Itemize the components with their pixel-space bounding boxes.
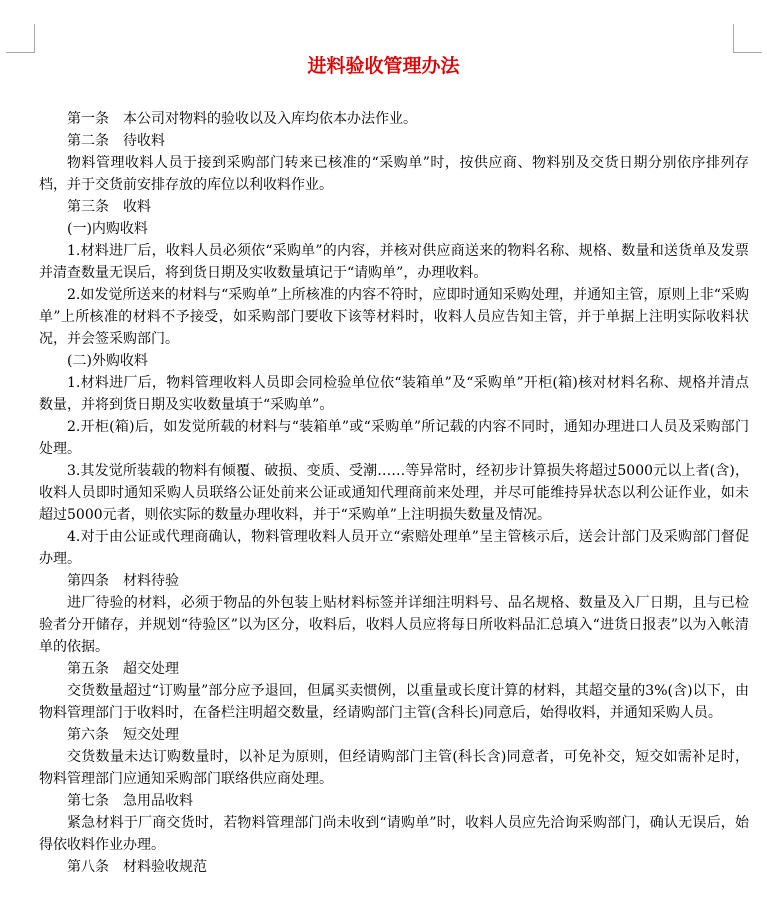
foreign-receiving-item-2: 2.开柜(箱)后，如发觉所载的材料与“装箱单”或“采购单”所记载的内容不同时，通知办理进口人员及采购部门处理。 <box>39 419 749 457</box>
document-title: 进料验收管理办法 <box>307 55 460 77</box>
foreign-receiving-heading: (二)外购收料 <box>67 353 148 369</box>
article-8-heading: 第八条 材料验收规范 <box>67 859 207 875</box>
article-1: 第一条 本公司对物料的验收以及入库均依本办法作业。 <box>67 111 417 127</box>
foreign-receiving-item-1: 1.材料进厂后，物料管理收料人员即会同检验单位依“装箱单”及“采购单”开柜(箱)核对材料名称、规格并清点数量，并将到货日期及实收数量填于“采购单”。 <box>39 375 749 413</box>
page-corner-mark-top-right <box>733 24 762 53</box>
foreign-receiving-item-4: 4.对于由公证或代理商确认，物料管理收料人员开立“索赔处理单”呈主管核示后，送会计部门及采购部门督促办理。 <box>39 529 749 567</box>
document-body <box>39 108 749 878</box>
article-7-heading: 第七条 急用品收料 <box>67 793 193 809</box>
article-7-text: 紧急材料于厂商交货时，若物料管理部门尚未收到“请购单”时，收料人员应先洽询采购部门，确认无误后，始得依收料作业办理。 <box>39 815 749 853</box>
domestic-receiving-item-1: 1.材料进厂后，收料人员必须依“采购单”的内容，并核对供应商送来的物料名称、规格、数量和送货单及发票并清查数量无误后，将到货日期及实收数量填记于“请购单”，办理收料。 <box>39 243 749 281</box>
article-2-text: 物料管理收料人员于接到采购部门转来已核准的“采购单”时，按供应商、物料别及交货日期分别依序排列存档，并于交货前安排存放的库位以利收料作业。 <box>39 155 749 193</box>
article-4-text: 进厂待验的材料，必须于物品的外包装上贴材料标签并详细注明料号、品名规格、数量及入厂日期，且与已检验者分开储存，并规划“待验区”以为区分，收料后，收料人员应将每日所收料品汇总填入“进货日报表”以为入帐清单的依据。 <box>39 595 749 655</box>
article-2-heading: 第二条 待收料 <box>67 133 165 149</box>
article-6-text: 交货数量未达订购数量时，以补足为原则，但经请购部门主管(科长含)同意者，可免补交，短交如需补足时，物料管理部门应通知采购部门联络供应商处理。 <box>39 749 749 787</box>
article-3-heading: 第三条 收料 <box>67 199 151 215</box>
article-4-heading: 第四条 材料待验 <box>67 573 179 589</box>
article-5-text: 交货数量超过“订购量”部分应予退回，但属买卖惯例，以重量或长度计算的材料，其超交量的3%(含)以下，由物料管理部门于收料时，在备栏注明超交数量，经请购部门主管(含科长)同意后，始得收料，并通知采购人员。 <box>39 683 749 721</box>
page-corner-mark-top-left <box>6 24 35 53</box>
article-5-heading: 第五条 超交处理 <box>67 661 179 677</box>
article-6-heading: 第六条 短交处理 <box>67 727 179 743</box>
foreign-receiving-item-3: 3.其发觉所装载的物料有倾覆、破损、变质、受潮……等异常时，经初步计算损失将超过5000元以上者(含)，收料人员即时通知采购人员联络公证处前来公证或通知代理商前来处理，并尽可能维持异状态以利公证作业，如未超过5000元者，则依实际的数量办理收料，并于“采购单”上注明损失数量及情况。 <box>39 463 749 523</box>
domestic-receiving-item-2: 2.如发觉所送来的材料与“采购单”上所核准的内容不符时，应即时通知采购处理，并通知主管，原则上非“采购单”上所核准的材料不予接受，如采购部门要收下该等材料时，收料人员应告知主管，并于单据上注明实际收料状况，并会签采购部门。 <box>39 287 749 347</box>
domestic-receiving-heading: (一)内购收料 <box>67 221 148 237</box>
